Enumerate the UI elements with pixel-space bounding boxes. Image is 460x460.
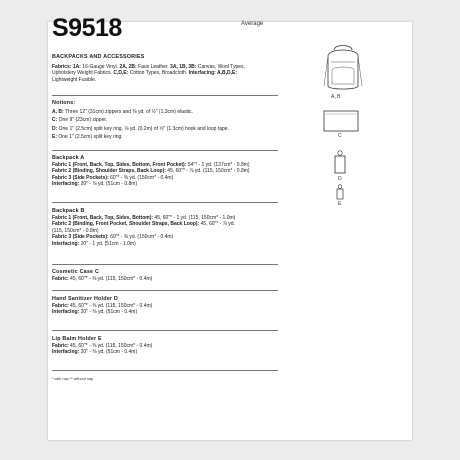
section-title: Cosmetic Case C: [52, 269, 100, 275]
notions-block: [52, 100, 278, 141]
yardage-line: Fabric: 45, 60"* - ⅜ yd. (115, 150cm* - 0.4m): [52, 302, 153, 309]
divider: [52, 150, 278, 151]
yardage-line: Interfacing: 20" - ⅜ yd. (51cm - 0.4m): [52, 349, 138, 356]
notion-item: D: One 1" (2.5cm) split key ring, ⅛ yd. (0.2m) of ½" (1.3cm) hook and loop tape.: [52, 125, 229, 132]
pattern-number: S9518: [52, 14, 122, 42]
divider: [52, 330, 278, 331]
cosmetic-case-drawing: [323, 110, 359, 132]
lip-balm-holder-block: [52, 336, 278, 356]
yardage-line: Fabric 1 (Front, Back, Top, Sides, Bottom): 45, 60"* - 1 yd. (115, 150cm* - 1.0m): [52, 214, 236, 221]
yardage-line: Fabric: 45, 60"* - ⅜ yd. (115, 150cm* - 0.4m): [52, 275, 153, 282]
fabrics-line-3: Lightweight Fusible.: [52, 76, 97, 83]
notions-title: Notions:: [52, 100, 76, 106]
figure-label-e: E: [338, 201, 342, 207]
section-title: Hand Sanitizer Holder D: [52, 296, 119, 302]
divider: [52, 370, 278, 371]
section-title: Backpack A: [52, 155, 85, 161]
backpack-a-block: [52, 155, 278, 188]
figure-label-ab: A, B: [331, 94, 341, 100]
cosmetic-case-block: [52, 269, 278, 282]
yardage-line: Interfacing: 20" - ⅞ yd. (51cm - 0.8m): [52, 181, 138, 188]
figure-label-d: D: [338, 176, 342, 182]
difficulty-level: Average: [241, 21, 264, 27]
fabrics-line-1: Fabrics: 1A: 16-Gauge Vinyl. 2A, 2B: Faux Leather. 3A, 1B, 3B: Canvas, Wool Types,: [52, 63, 245, 70]
notion-item: A, B: Three 12" (31cm) zippers and ⅜ yd. of ½" (1.3cm) elastic.: [52, 108, 193, 115]
divider: [52, 95, 278, 96]
figure-label-c: C: [338, 133, 342, 139]
fabric-intro-block: [52, 54, 278, 83]
yardage-line: Fabric: 45, 60"* - ⅜ yd. (115, 150cm* - 0.4m): [52, 342, 153, 349]
yardage-line: Fabric 2 (Binding, Shoulder Straps, Back Loop): 45, 60"* - ⅞ yd. (115, 150cm* - 0.8m): [52, 168, 250, 175]
pattern-title: BACKPACKS AND ACCESSORIES: [52, 54, 145, 60]
backpack-drawing: [318, 42, 368, 94]
yardage-line: Fabric 1 (Front, Back, Top, Sides, Bottom, Front Pocket): 54"* - 1 yd. (137cm* - 0.8m): [52, 161, 250, 168]
yardage-line: (115, 150cm* - 0.8m): [52, 227, 99, 234]
divider: [52, 264, 278, 265]
notion-item: E: One 1" (2.5cm) split key ring.: [52, 134, 123, 141]
sanitizer-holder-block: [52, 296, 278, 316]
fabrics-line-2: Upholstery Weight Fabrics. C,D,E: Cotton Types, Broadcloth. Interfacing: A,B,D,E:: [52, 70, 237, 77]
lip-balm-holder-drawing: [335, 184, 345, 200]
yardage-line: Fabric 3 (Side Pockets): 60"* - ⅜ yd. (150cm* - 0.4m): [52, 174, 174, 181]
divider: [52, 202, 278, 203]
divider: [52, 290, 278, 291]
section-title: Lip Balm Holder E: [52, 336, 102, 342]
yardage-line: Fabric 2 (Binding, Front Pocket, Shoulder Straps, Back Loop): 45, 60"* - ⅞ yd.: [52, 221, 235, 228]
yardage-line: Fabric 3 (Side Pockets): 60"* - ⅜ yd. (150cm* - 0.4m): [52, 234, 174, 241]
section-title: Backpack B: [52, 208, 85, 214]
nap-footnote: * with nap ** without nap: [52, 377, 94, 381]
yardage-line: Interfacing: 20" - ⅜ yd. (51cm - 0.4m): [52, 309, 138, 316]
notion-item: C: One 9" (23cm) zipper.: [52, 117, 108, 124]
yardage-line: Interfacing: 20" - 1 yd. (51cm - 1.0m): [52, 240, 136, 247]
backpack-b-block: [52, 208, 278, 248]
